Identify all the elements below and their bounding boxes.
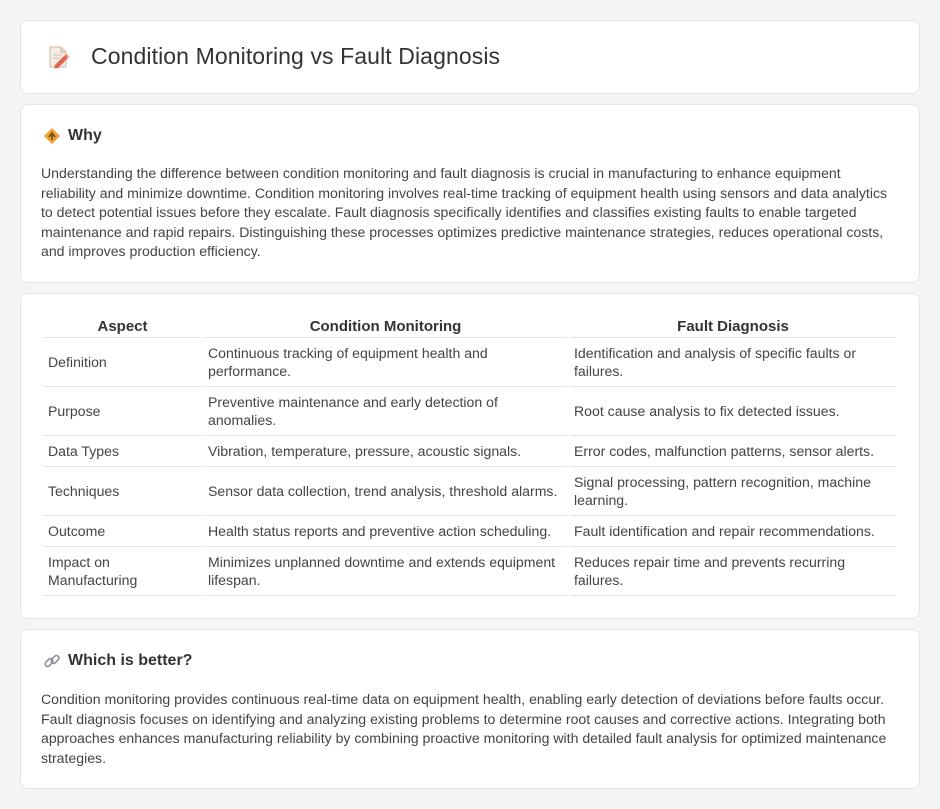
condition-monitoring-cell: Continuous tracking of equipment health and performance. xyxy=(204,338,567,387)
column-header-fault-diagnosis: Fault Diagnosis xyxy=(570,315,896,338)
condition-monitoring-cell: Minimizes unplanned downtime and extends equipment lifespan. xyxy=(204,547,567,596)
diamond-warning-icon xyxy=(43,127,61,145)
condition-monitoring-cell: Vibration, temperature, pressure, acoustic signals. xyxy=(204,436,567,467)
aspect-cell: Impact on Manufacturing xyxy=(44,547,201,596)
title-row xyxy=(45,43,500,70)
comparison-section xyxy=(20,293,920,619)
fault-diagnosis-cell: Reduces repair time and prevents recurring failures. xyxy=(570,547,896,596)
better-header xyxy=(43,652,192,670)
why-header xyxy=(43,127,102,145)
table-row xyxy=(44,338,896,387)
column-header-aspect: Aspect xyxy=(44,315,201,338)
condition-monitoring-cell: Health status reports and preventive action scheduling. xyxy=(204,516,567,547)
fault-diagnosis-cell: Fault identification and repair recommendations. xyxy=(570,516,896,547)
which-is-better-section xyxy=(20,629,920,789)
why-heading: Why xyxy=(68,127,102,144)
column-header-condition-monitoring: Condition Monitoring xyxy=(204,315,567,338)
aspect-cell: Outcome xyxy=(44,516,201,547)
aspect-cell: Techniques xyxy=(44,467,201,516)
table-row xyxy=(44,547,896,596)
fault-diagnosis-cell: Error codes, malfunction patterns, sensor alerts. xyxy=(570,436,896,467)
table-row xyxy=(44,387,896,436)
table-header-row xyxy=(44,315,896,338)
why-text: Understanding the difference between condition monitoring and fault diagnosis is crucial in manufacturing to enhance equipment reliability and minimize downtime. Condition monitoring involves real-time tracking of equipment health using sensors and data analytics to detect potential issues before they escalate. Fault diagnosis specifically identifies and classifies existing faults to enable targeted maintenance and rapid repairs. Distinguishing these processes optimizes predictive maintenance strategies, reduces operational costs, and improves production efficiency. xyxy=(41,165,888,260)
table-row xyxy=(44,436,896,467)
aspect-cell: Purpose xyxy=(44,387,201,436)
title-card xyxy=(20,20,920,94)
better-heading: Which is better? xyxy=(68,652,193,669)
fault-diagnosis-cell: Root cause analysis to fix detected issues. xyxy=(570,387,896,436)
table-row xyxy=(44,516,896,547)
fault-diagnosis-cell: Signal processing, pattern recognition, machine learning. xyxy=(570,467,896,516)
aspect-cell: Definition xyxy=(44,338,201,387)
better-text: Condition monitoring provides continuous real-time data on equipment health, enabling early detection of deviations before faults occur. Fault diagnosis focuses on identifying and analyzing existing problems to determine root causes and corrective actions. Integrating both approaches enhances manufacturing reliability by combining proactive monitoring with detailed fault analysis for optimized maintenance strategies. xyxy=(41,691,887,766)
why-section xyxy=(20,104,920,283)
fault-diagnosis-cell: Identification and analysis of specific faults or failures. xyxy=(570,338,896,387)
page-title: Condition Monitoring vs Fault Diagnosis xyxy=(91,43,501,69)
document-pencil-icon xyxy=(45,44,71,70)
condition-monitoring-cell: Preventive maintenance and early detection of anomalies. xyxy=(204,387,567,436)
link-icon xyxy=(43,652,61,670)
condition-monitoring-cell: Sensor data collection, trend analysis, threshold alarms. xyxy=(204,467,567,516)
aspect-cell: Data Types xyxy=(44,436,201,467)
table-row xyxy=(44,467,896,516)
comparison-table xyxy=(41,315,899,596)
